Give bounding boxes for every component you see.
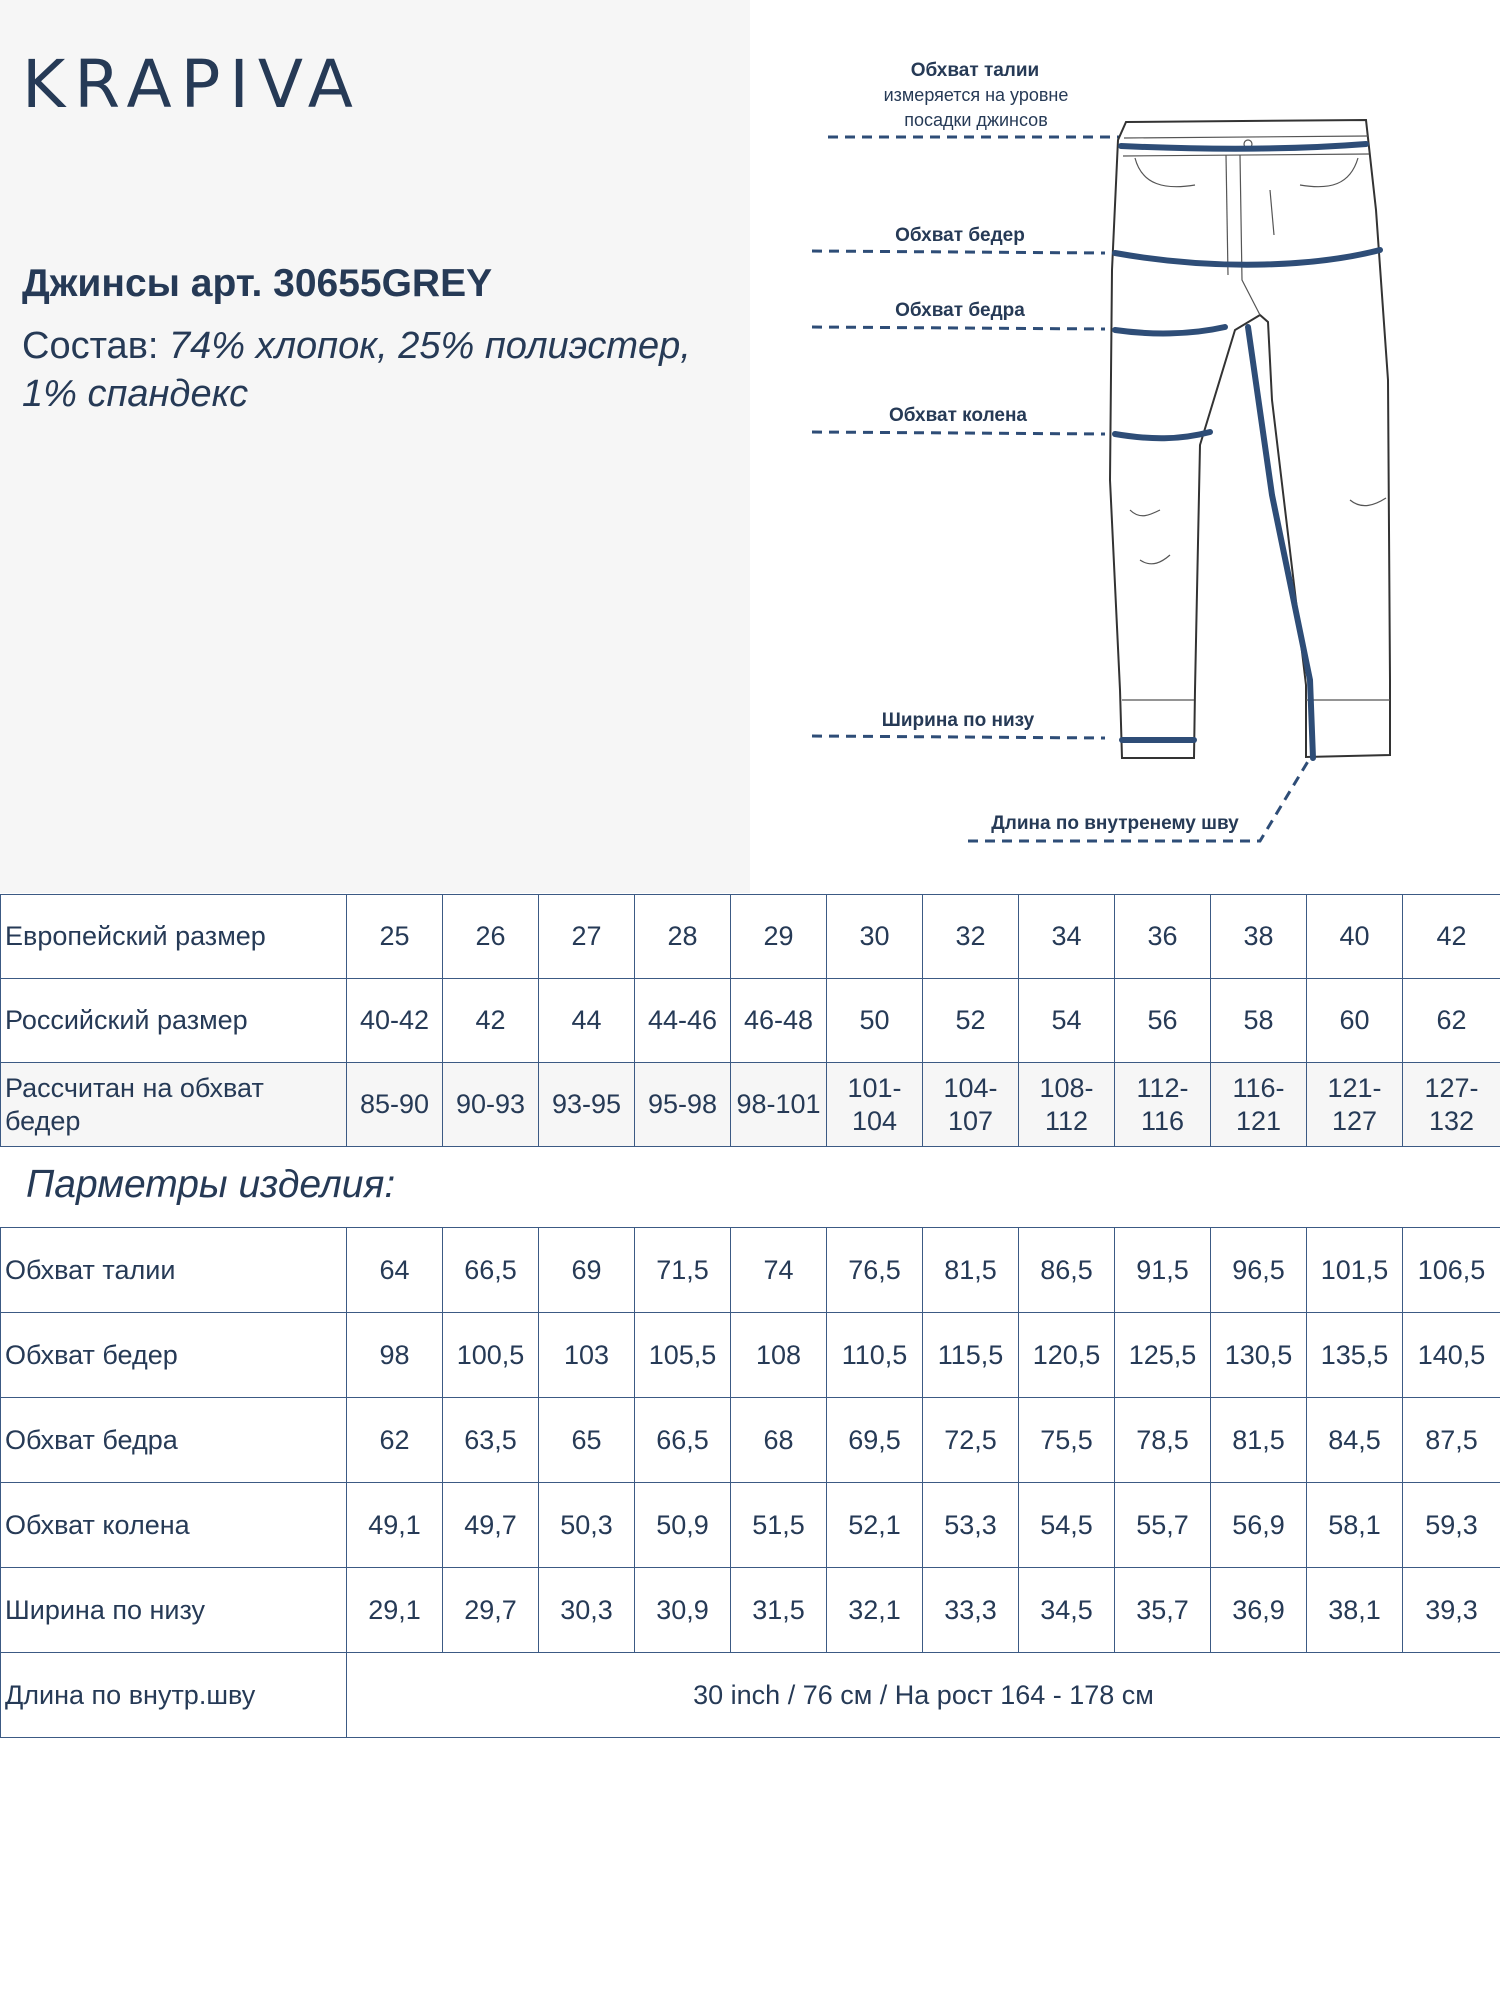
row-header: Обхват колена — [1, 1483, 347, 1568]
table-cell: 85-90 — [347, 1063, 443, 1147]
table-cell: 120,5 — [1019, 1313, 1115, 1398]
jeans-diagram-svg — [790, 40, 1500, 860]
table-cell: 106,5 — [1403, 1228, 1500, 1313]
diagram-label-waist: Обхват талии — [910, 60, 1040, 81]
table-cell: 104-107 — [923, 1063, 1019, 1147]
header-panel — [0, 0, 750, 893]
table-cell: 28 — [635, 895, 731, 979]
table-cell: 84,5 — [1307, 1398, 1403, 1483]
brand-logo: KRAPIVA — [22, 46, 362, 123]
row-header: Российский размер — [1, 979, 347, 1063]
table-cell: 78,5 — [1115, 1398, 1211, 1483]
product-parameters-table — [0, 1227, 1500, 1738]
product-title: Джинсы арт. 30655GREY — [22, 262, 493, 305]
table-cell: 96,5 — [1211, 1228, 1307, 1313]
table-cell: 65 — [539, 1398, 635, 1483]
table-cell: 40-42 — [347, 979, 443, 1063]
table-cell: 36,9 — [1211, 1568, 1307, 1653]
table-cell: 58,1 — [1307, 1483, 1403, 1568]
table-cell: 110,5 — [827, 1313, 923, 1398]
length-value-cell: 30 inch / 76 см / На рост 164 - 178 см — [347, 1653, 1500, 1738]
table-row — [1, 1313, 1500, 1398]
table-cell: 63,5 — [443, 1398, 539, 1483]
table-cell: 121-127 — [1307, 1063, 1403, 1147]
table-cell: 30 — [827, 895, 923, 979]
table-cell: 87,5 — [1403, 1398, 1500, 1483]
table-cell: 72,5 — [923, 1398, 1019, 1483]
table-cell: 27 — [539, 895, 635, 979]
table-cell: 35,7 — [1115, 1568, 1211, 1653]
table-cell: 108-112 — [1019, 1063, 1115, 1147]
table-cell: 34 — [1019, 895, 1115, 979]
table-cell: 50,3 — [539, 1483, 635, 1568]
table-cell: 38 — [1211, 895, 1307, 979]
table-cell: 50 — [827, 979, 923, 1063]
table-cell: 42 — [1403, 895, 1500, 979]
diagram-label-knee: Обхват колена — [888, 405, 1028, 426]
table-cell: 52 — [923, 979, 1019, 1063]
table-cell: 51,5 — [731, 1483, 827, 1568]
product-composition — [22, 322, 722, 418]
table-cell: 64 — [347, 1228, 443, 1313]
table-row — [1, 1483, 1500, 1568]
table-cell: 74 — [731, 1228, 827, 1313]
table-cell: 101,5 — [1307, 1228, 1403, 1313]
table-cell: 95-98 — [635, 1063, 731, 1147]
jeans-measurement-diagram — [790, 40, 1500, 860]
table-cell: 115,5 — [923, 1313, 1019, 1398]
table-cell: 54,5 — [1019, 1483, 1115, 1568]
table-cell: 60 — [1307, 979, 1403, 1063]
table-cell: 44 — [539, 979, 635, 1063]
table-cell: 55,7 — [1115, 1483, 1211, 1568]
table-row — [1, 895, 1500, 979]
table-row — [1, 1228, 1500, 1313]
row-header: Обхват бедра — [1, 1398, 347, 1483]
table-cell: 135,5 — [1307, 1313, 1403, 1398]
params-heading: Парметры изделия: — [26, 1163, 396, 1206]
table-cell: 93-95 — [539, 1063, 635, 1147]
table-cell: 116-121 — [1211, 1063, 1307, 1147]
table-cell: 76,5 — [827, 1228, 923, 1313]
diagram-label-thigh: Обхват бедра — [895, 300, 1025, 321]
table-cell: 69 — [539, 1228, 635, 1313]
table-row — [1, 979, 1500, 1063]
row-header: Ширина по низу — [1, 1568, 347, 1653]
table-cell: 49,1 — [347, 1483, 443, 1568]
table-cell: 31,5 — [731, 1568, 827, 1653]
table-cell: 52,1 — [827, 1483, 923, 1568]
table-cell: 66,5 — [635, 1398, 731, 1483]
table-cell: 75,5 — [1019, 1398, 1115, 1483]
table-cell: 103 — [539, 1313, 635, 1398]
table-cell: 29,7 — [443, 1568, 539, 1653]
table-cell: 98 — [347, 1313, 443, 1398]
table-cell: 66,5 — [443, 1228, 539, 1313]
table-cell: 44-46 — [635, 979, 731, 1063]
table-cell: 56 — [1115, 979, 1211, 1063]
table-row — [1, 1398, 1500, 1483]
table-cell: 32,1 — [827, 1568, 923, 1653]
table-cell: 29 — [731, 895, 827, 979]
table-cell: 130,5 — [1211, 1313, 1307, 1398]
row-header: Рассчитан на обхват бедер — [1, 1063, 347, 1147]
table-cell: 30,9 — [635, 1568, 731, 1653]
diagram-note-waist-1: измеряется на уровне — [883, 85, 1069, 105]
table-cell: 49,7 — [443, 1483, 539, 1568]
table-cell: 127-132 — [1403, 1063, 1500, 1147]
table-cell: 25 — [347, 895, 443, 979]
table-cell: 112-116 — [1115, 1063, 1211, 1147]
table-cell: 53,3 — [923, 1483, 1019, 1568]
table-cell: 30,3 — [539, 1568, 635, 1653]
table-cell: 58 — [1211, 979, 1307, 1063]
size-conversion-table — [0, 894, 1500, 1147]
table-cell: 59,3 — [1403, 1483, 1500, 1568]
diagram-label-hips: Обхват бедер — [895, 225, 1025, 246]
table-cell: 26 — [443, 895, 539, 979]
table-cell: 108 — [731, 1313, 827, 1398]
table-cell: 101-104 — [827, 1063, 923, 1147]
table-cell: 68 — [731, 1398, 827, 1483]
table-cell: 125,5 — [1115, 1313, 1211, 1398]
table-cell: 62 — [347, 1398, 443, 1483]
table-cell: 50,9 — [635, 1483, 731, 1568]
table-cell: 36 — [1115, 895, 1211, 979]
composition-value: 74% хлопок, 25% полиэстер, 1% спандекс — [22, 325, 691, 415]
row-header: Европейский размер — [1, 895, 347, 979]
table-cell: 71,5 — [635, 1228, 731, 1313]
table-cell: 34,5 — [1019, 1568, 1115, 1653]
table-cell: 40 — [1307, 895, 1403, 979]
table-row — [1, 1568, 1500, 1653]
table-row — [1, 1653, 1500, 1738]
table-cell: 100,5 — [443, 1313, 539, 1398]
table-cell: 42 — [443, 979, 539, 1063]
diagram-label-hem: Ширина по низу — [881, 710, 1035, 731]
table-cell: 81,5 — [1211, 1398, 1307, 1483]
row-header: Обхват талии — [1, 1228, 347, 1313]
row-header: Длина по внутр.шву — [1, 1653, 347, 1738]
row-header: Обхват бедер — [1, 1313, 347, 1398]
composition-label: Состав: — [22, 325, 159, 367]
table-cell: 56,9 — [1211, 1483, 1307, 1568]
table-cell: 39,3 — [1403, 1568, 1500, 1653]
table-cell: 90-93 — [443, 1063, 539, 1147]
diagram-label-inseam: Длина по внутренему шву — [991, 813, 1239, 834]
table-cell: 91,5 — [1115, 1228, 1211, 1313]
table-cell: 32 — [923, 895, 1019, 979]
table-cell: 81,5 — [923, 1228, 1019, 1313]
table-cell: 140,5 — [1403, 1313, 1500, 1398]
table-cell: 98-101 — [731, 1063, 827, 1147]
table-cell: 54 — [1019, 979, 1115, 1063]
diagram-note-waist-2: посадки джинсов — [904, 110, 1048, 130]
table-cell: 46-48 — [731, 979, 827, 1063]
table-cell: 86,5 — [1019, 1228, 1115, 1313]
table-cell: 62 — [1403, 979, 1500, 1063]
table-row — [1, 1063, 1500, 1147]
table-cell: 29,1 — [347, 1568, 443, 1653]
table-cell: 38,1 — [1307, 1568, 1403, 1653]
table-cell: 69,5 — [827, 1398, 923, 1483]
table-cell: 33,3 — [923, 1568, 1019, 1653]
table-cell: 105,5 — [635, 1313, 731, 1398]
